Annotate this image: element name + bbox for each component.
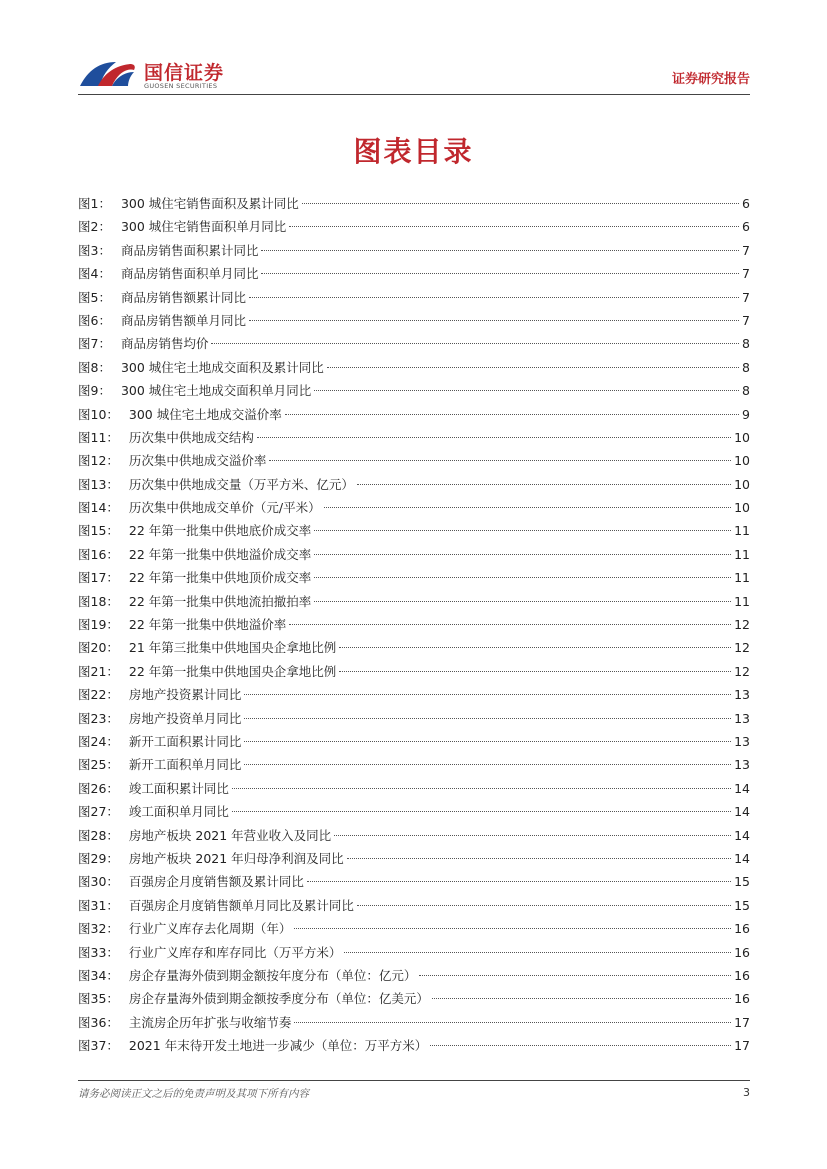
toc-entry-page: 13 [734,687,750,703]
toc-entry[interactable] [78,1011,750,1034]
toc-entry[interactable] [78,566,750,589]
toc-entry-label: 图1： [78,196,111,211]
toc-entry-page: 10 [734,429,750,445]
page-header [78,54,750,94]
toc-entry-label: 图5： [78,289,111,305]
brand-name-en: GUOSEN SECURITIES [144,82,218,90]
toc-dot-leader [269,460,731,461]
toc-entry-title: 22 年第一批集中供地溢价成交率 [128,546,312,562]
toc-entry-page: 9 [742,406,750,422]
figure-toc [78,192,750,1057]
toc-entry-title: 商品房销售额单月同比 [120,312,246,328]
toc-entry-page: 11 [734,523,750,539]
toc-entry-page: 14 [734,850,750,866]
toc-entry-page: 13 [734,733,750,749]
toc-entry-page: 16 [734,967,750,983]
toc-entry-title: 22 年第一批集中供地国央企拿地比例 [128,663,337,679]
toc-dot-leader [244,694,731,695]
toc-entry[interactable] [78,286,750,309]
toc-dot-leader [314,530,731,531]
toc-entry-label: 图30： [78,874,119,890]
toc-entry[interactable] [78,543,750,566]
toc-dot-leader [261,250,739,251]
toc-entry-title: 22 年第一批集中供地流拍撤拍率 [128,593,312,609]
toc-entry-label: 图24： [78,733,119,749]
toc-entry-title: 百强房企月度销售额单月同比及累计同比 [128,897,354,913]
toc-dot-leader [357,484,731,485]
toc-entry[interactable] [78,824,750,847]
toc-dot-leader [347,858,731,859]
toc-entry-title: 行业广义库存和库存同比（万平方米） [128,944,342,960]
toc-dot-leader [307,881,731,882]
toc-dot-leader [344,952,731,953]
toc-dot-leader [289,624,731,625]
toc-entry-label: 图3： [78,242,111,258]
toc-entry-label: 图27： [78,804,119,820]
toc-dot-leader [324,507,731,508]
footer-disclaimer: 请务必阅读正文之后的免责声明及其项下所有内容 [78,1088,309,1100]
toc-entry[interactable] [78,496,750,519]
toc-entry-title: 22 年第一批集中供地顶价成交率 [128,570,312,586]
toc-entry-page: 8 [742,359,750,375]
toc-entry-title: 房地产投资单月同比 [128,710,242,726]
toc-entry-title: 新开工面积累计同比 [128,733,242,749]
toc-entry[interactable] [78,590,750,613]
toc-entry-label: 图10： [78,406,119,422]
toc-entry-label: 图20： [78,640,119,656]
toc-entry-title: 商品房销售均价 [120,336,209,352]
toc-entry-title: 300 城住宅土地成交面积单月同比 [120,383,312,399]
toc-entry-page: 16 [734,944,750,960]
toc-entry-label: 图17： [78,570,119,586]
toc-entry-page: 17 [734,1014,750,1030]
toc-entry[interactable] [78,730,750,753]
toc-entry[interactable] [78,964,750,987]
brand-name-cn: 国信证券 [144,62,225,84]
toc-entry-page: 16 [734,991,750,1007]
toc-dot-leader [232,811,731,812]
toc-entry[interactable] [78,683,750,706]
toc-entry-title: 300 城住宅土地成交溢价率 [128,406,282,422]
toc-entry-label: 图11： [78,429,119,445]
toc-dot-leader [302,203,739,204]
toc-entry[interactable] [78,660,750,683]
toc-entry[interactable] [78,753,750,776]
toc-dot-leader [339,671,731,672]
toc-entry-title: 房企存量海外债到期金额按年度分布（单位：亿元） [128,967,417,983]
toc-entry-label: 图13： [78,476,119,492]
toc-entry-title: 21 年第三批集中供地国央企拿地比例 [128,640,337,656]
toc-entry-title: 房地产板块 2021 年营业收入及同比 [128,827,332,843]
toc-entry-label: 图18： [78,593,119,609]
toc-entry[interactable] [78,192,750,215]
toc-dot-leader [249,320,739,321]
toc-entry-page: 10 [734,500,750,516]
toc-entry-title: 商品房销售额累计同比 [120,289,246,305]
page-number: 3 [743,1086,750,1099]
toc-entry-label: 图23： [78,710,119,726]
toc-dot-leader [244,741,731,742]
toc-entry-title: 2021 年末待开发土地进一步减少（单位：万平方米） [128,1038,428,1054]
toc-entry[interactable] [78,215,750,238]
toc-dot-leader [314,554,731,555]
brand-logo [78,54,238,94]
toc-entry[interactable] [78,449,750,472]
toc-dot-leader [211,343,739,344]
toc-entry-label: 图34： [78,967,119,983]
toc-entry-title: 行业广义库存去化周期（年） [128,921,292,937]
toc-entry-label: 图37： [78,1038,119,1054]
toc-dot-leader [289,226,739,227]
toc-entry-page: 8 [742,336,750,352]
toc-entry-title: 房地产板块 2021 年归母净利润及同比 [128,850,344,866]
toc-entry-label: 图25： [78,757,119,773]
toc-entry-title: 历次集中供地成交结构 [128,429,254,445]
toc-entry[interactable] [78,1034,750,1057]
toc-entry-page: 13 [734,757,750,773]
toc-entry[interactable] [78,917,750,940]
toc-entry-title: 商品房销售面积单月同比 [120,266,259,282]
toc-entry-label: 图12： [78,453,119,469]
toc-entry[interactable] [78,473,750,496]
toc-dot-leader [357,905,731,906]
toc-entry-page: 7 [742,312,750,328]
toc-entry[interactable] [78,847,750,870]
guosen-logo-icon [78,56,138,92]
toc-entry[interactable] [78,613,750,636]
toc-entry[interactable] [78,356,750,379]
toc-entry-page: 8 [742,383,750,399]
toc-entry-label: 图21： [78,663,119,679]
toc-dot-leader [339,647,731,648]
toc-entry-title: 历次集中供地成交量（万平方米、亿元） [128,476,354,492]
toc-entry-label: 图26： [78,780,119,796]
toc-entry-label: 图4： [78,266,111,282]
page-title: 图表目录 [353,135,474,168]
toc-dot-leader [244,718,731,719]
toc-entry[interactable] [78,403,750,426]
toc-entry-label: 图36： [78,1014,119,1030]
toc-entry-title: 22 年第一批集中供地底价成交率 [128,523,312,539]
toc-entry-title: 22 年第一批集中供地溢价率 [128,617,287,633]
toc-entry-label: 图9： [78,383,111,399]
toc-entry-label: 图2： [78,219,111,235]
toc-entry-page: 10 [734,476,750,492]
toc-entry-label: 图33： [78,944,119,960]
footer-divider [78,1080,750,1081]
toc-entry-title: 竣工面积单月同比 [128,804,229,820]
toc-dot-leader [232,788,731,789]
toc-entry-page: 15 [734,874,750,890]
toc-entry[interactable] [78,941,750,964]
toc-entry-label: 图32： [78,921,119,937]
toc-dot-leader [249,297,739,298]
toc-dot-leader [261,273,739,274]
toc-entry[interactable] [78,987,750,1010]
toc-entry-page: 11 [734,546,750,562]
toc-entry-title: 房地产投资累计同比 [128,687,242,703]
toc-entry-page: 16 [734,921,750,937]
toc-entry-page: 14 [734,780,750,796]
toc-entry-label: 图8： [78,359,111,375]
toc-dot-leader [334,835,731,836]
toc-entry[interactable] [78,239,750,262]
toc-entry-page: 10 [734,453,750,469]
toc-entry-page: 14 [734,804,750,820]
toc-entry-title: 300 城住宅销售面积单月同比 [120,219,287,235]
toc-entry-page: 17 [734,1038,750,1054]
toc-entry-page: 6 [742,196,750,211]
toc-entry-page: 12 [734,663,750,679]
toc-entry[interactable] [78,426,750,449]
toc-dot-leader [244,764,731,765]
toc-entry-title: 300 城住宅销售面积及累计同比 [120,196,299,211]
toc-entry-label: 图29： [78,850,119,866]
toc-entry-title: 新开工面积单月同比 [128,757,242,773]
toc-entry[interactable] [78,636,750,659]
toc-entry-page: 7 [742,266,750,282]
toc-entry-title: 历次集中供地成交溢价率 [128,453,267,469]
toc-entry-page: 12 [734,617,750,633]
toc-entry-page: 7 [742,289,750,305]
toc-entry[interactable] [78,262,750,285]
toc-entry-title: 竣工面积累计同比 [128,780,229,796]
toc-entry-label: 图15： [78,523,119,539]
toc-entry-page: 11 [734,570,750,586]
toc-entry-label: 图31： [78,897,119,913]
toc-entry-page: 7 [742,242,750,258]
toc-entry-label: 图35： [78,991,119,1007]
toc-dot-leader [327,367,739,368]
toc-entry-label: 图6： [78,312,111,328]
toc-entry-page: 15 [734,897,750,913]
toc-entry-page: 12 [734,640,750,656]
toc-entry[interactable] [78,894,750,917]
toc-entry-page: 13 [734,710,750,726]
toc-entry-page: 14 [734,827,750,843]
toc-entry[interactable] [78,379,750,402]
toc-dot-leader [419,975,731,976]
toc-dot-leader [294,1022,731,1023]
toc-entry-title: 百强房企月度销售额及累计同比 [128,874,304,890]
toc-entry-page: 6 [742,219,750,235]
header-divider [78,94,750,95]
toc-entry-title: 300 城住宅土地成交面积及累计同比 [120,359,324,375]
toc-entry[interactable] [78,800,750,823]
toc-dot-leader [294,928,731,929]
toc-entry-label: 图16： [78,546,119,562]
toc-entry[interactable] [78,870,750,893]
toc-entry-label: 图19： [78,617,119,633]
toc-dot-leader [314,577,731,578]
toc-entry[interactable] [78,309,750,332]
toc-entry[interactable] [78,707,750,730]
toc-entry-title: 房企存量海外债到期金额按季度分布（单位：亿美元） [128,991,429,1007]
toc-dot-leader [257,437,731,438]
toc-entry-title: 历次集中供地成交单价（元/平米） [128,500,321,516]
toc-entry-title: 商品房销售面积累计同比 [120,242,259,258]
toc-entry-label: 图7： [78,336,111,352]
toc-entry-label: 图22： [78,687,119,703]
toc-dot-leader [430,1045,731,1046]
toc-entry-label: 图14： [78,500,119,516]
toc-entry[interactable] [78,777,750,800]
toc-entry-label: 图28： [78,827,119,843]
toc-dot-leader [432,998,731,999]
toc-dot-leader [285,414,739,415]
report-type: 证券研究报告 [671,72,750,87]
toc-entry-page: 11 [734,593,750,609]
toc-dot-leader [314,601,731,602]
toc-entry[interactable] [78,519,750,542]
toc-dot-leader [314,390,739,391]
toc-entry[interactable] [78,332,750,355]
toc-entry-title: 主流房企历年扩张与收缩节奏 [128,1014,292,1030]
